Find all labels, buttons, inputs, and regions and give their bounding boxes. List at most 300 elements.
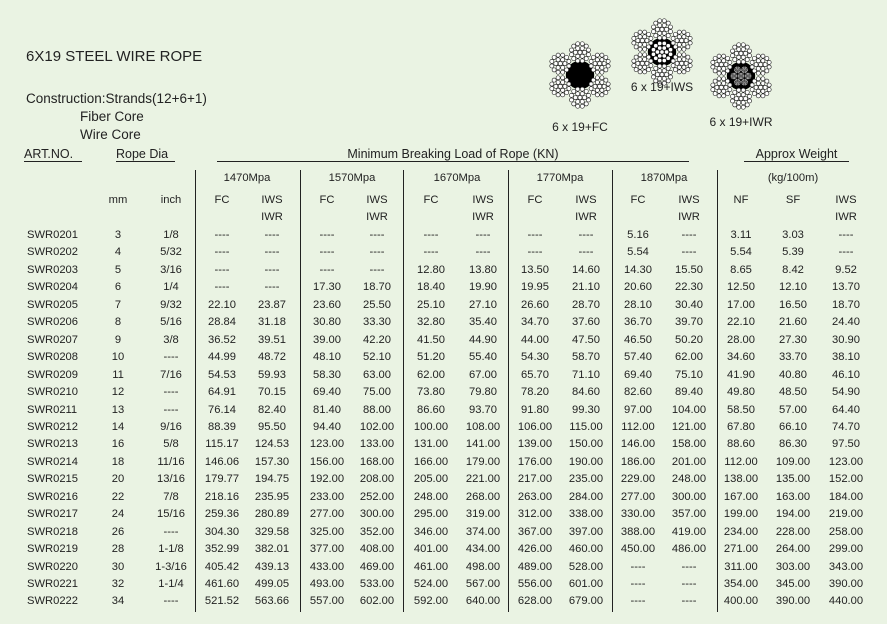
table-cell: 190.00 (568, 455, 604, 468)
table-cell: 179.00 (465, 455, 501, 468)
table-cell: 36.70 (624, 316, 652, 329)
table-cell: 25.10 (417, 298, 445, 311)
table-cell: 12.80 (417, 263, 445, 276)
rope-figure-caption: 6 x 19+IWS (630, 80, 694, 94)
table-cell: 390.00 (775, 595, 811, 608)
table-cell: 32 (111, 578, 125, 590)
art-no-cell: SWR0214 (27, 455, 78, 468)
table-cell: 325.00 (309, 525, 345, 538)
table-cell: 31.18 (258, 316, 286, 329)
table-cell: 115.17 (205, 438, 239, 451)
table-cell: ---- (630, 595, 646, 608)
table-cell: 5.39 (782, 246, 804, 259)
table-cell: 352.00 (359, 525, 395, 538)
table-cell: 194.00 (775, 508, 811, 521)
table-cell: 26 (111, 525, 125, 538)
table-cell: 146.00 (620, 438, 656, 451)
table-cell: 602.00 (359, 595, 395, 608)
table-cell: 434.00 (465, 543, 501, 556)
table-cell: 628.00 (517, 595, 553, 608)
table-cell: 146.06 (204, 455, 240, 468)
table-cell: ---- (163, 351, 179, 364)
table-cell: 194.75 (254, 473, 290, 486)
table-cell: 30.80 (313, 316, 341, 329)
table-cell: 7/8 (163, 490, 179, 503)
table-cell: ---- (214, 246, 230, 259)
art-no-cell: SWR0215 (27, 473, 78, 486)
table-cell: 5/8 (163, 438, 179, 451)
grade-header: 1570Mpa (328, 172, 376, 184)
sub-column-header: IWS (472, 194, 494, 206)
sub-column-header: FC (214, 194, 230, 206)
table-cell: 17.00 (727, 298, 755, 311)
table-cell: 252.00 (359, 490, 395, 503)
table-cell: 258.00 (828, 525, 864, 538)
table-cell: ---- (681, 560, 697, 573)
table-cell: 67.00 (469, 368, 497, 381)
table-cell: 498.00 (465, 560, 501, 573)
table-cell: 109.00 (775, 455, 811, 468)
table-cell: 1-3/16 (155, 560, 187, 573)
table-cell: 23.60 (313, 298, 341, 311)
table-cell: 23.87 (258, 298, 286, 311)
sub-column-header: FC (527, 194, 543, 206)
table-cell: 58.70 (572, 351, 600, 364)
table-cell: 8.42 (782, 263, 804, 276)
art-no-cell: SWR0213 (27, 438, 78, 451)
table-cell: 4 (114, 246, 122, 259)
table-cell: 5/16 (160, 316, 182, 329)
table-cell: 34 (111, 595, 125, 608)
table-cell: 163.00 (775, 490, 811, 503)
grade-header: 1470Mpa (223, 172, 271, 184)
construction-wire-core: Wire Core (80, 127, 141, 142)
table-cell: 405.42 (204, 560, 240, 573)
table-cell: 300.00 (671, 490, 707, 503)
table-cell: 679.00 (568, 595, 604, 608)
table-cell: 19.95 (521, 281, 549, 294)
table-cell: 48.10 (313, 351, 341, 364)
table-cell: 15/16 (157, 508, 185, 521)
table-cell: 374.00 (465, 525, 501, 538)
art-no-cell: SWR0217 (27, 508, 78, 521)
table-cell: 104.00 (671, 403, 707, 416)
table-cell: 57.40 (624, 351, 652, 364)
table-cell: 19.90 (469, 281, 497, 294)
column-divider (717, 170, 718, 612)
table-cell: 67.80 (727, 420, 755, 433)
table-cell: 15.50 (675, 263, 703, 276)
table-cell: 135.00 (775, 473, 811, 486)
mm-header: mm (108, 194, 128, 206)
art-no-cell: SWR0209 (27, 368, 78, 381)
table-cell: 352.99 (204, 543, 240, 556)
table-cell: 13.70 (832, 281, 860, 294)
table-cell: ---- (264, 246, 280, 259)
table-cell: 131.00 (413, 438, 449, 451)
table-cell: 58.30 (313, 368, 341, 381)
table-cell: 271.00 (723, 543, 759, 556)
table-cell: 186.00 (620, 455, 656, 468)
table-cell: 1/4 (163, 281, 179, 294)
table-cell: 34.70 (521, 316, 549, 329)
table-cell: 46.10 (832, 368, 860, 381)
table-cell: 521.52 (204, 595, 240, 608)
table-cell: ---- (214, 263, 230, 276)
table-cell: ---- (681, 578, 697, 590)
table-cell: ---- (369, 246, 385, 259)
table-cell: 115.00 (569, 420, 603, 433)
table-cell: 76.14 (208, 403, 236, 416)
art-no-cell: SWR0212 (27, 420, 78, 433)
sub-column-header: IWS (835, 194, 857, 206)
table-cell: 69.40 (624, 368, 652, 381)
table-cell: ---- (163, 386, 179, 399)
header-art-no: ART.NO. (24, 147, 82, 162)
table-cell: 55.40 (469, 351, 497, 364)
table-cell: 367.00 (517, 525, 553, 538)
table-cell: 6 (114, 281, 122, 294)
table-cell: ---- (264, 281, 280, 294)
table-cell: 5.16 (627, 229, 649, 241)
table-cell: 93.70 (469, 403, 497, 416)
table-cell: 36.52 (208, 333, 236, 346)
table-cell: 99.30 (572, 403, 600, 416)
table-cell: ---- (475, 246, 491, 259)
table-cell: 66.10 (779, 420, 807, 433)
table-cell: 48.72 (258, 351, 286, 364)
art-no-cell: SWR0221 (27, 578, 78, 590)
header-breaking-load: Minimum Breaking Load of Rope (KN) (217, 147, 689, 162)
table-cell: 304.30 (204, 525, 240, 538)
table-cell: 8.65 (730, 263, 752, 276)
table-cell: ---- (630, 560, 646, 573)
table-cell: 70.15 (258, 386, 286, 399)
table-cell: 13/16 (157, 473, 185, 486)
rope-fiber-core-icon (544, 39, 616, 111)
table-cell: 433.00 (309, 560, 345, 573)
table-cell: 20.60 (624, 281, 652, 294)
table-cell: 30 (111, 560, 125, 573)
table-cell: 259.36 (204, 508, 240, 521)
table-cell: 28 (111, 543, 125, 556)
grade-header: 1770Mpa (536, 172, 584, 184)
table-cell: ---- (163, 595, 179, 608)
table-cell: ---- (214, 281, 230, 294)
rope-figure-caption: 6 x 19+FC (552, 120, 608, 134)
sub-column-header-2: IWR (472, 211, 494, 223)
table-cell: 9/16 (160, 420, 182, 433)
header-approx-weight: Approx Weight (744, 147, 849, 162)
table-cell: 22.30 (675, 281, 703, 294)
table-cell: 9/32 (160, 298, 182, 311)
table-cell: 1/8 (163, 229, 179, 241)
table-cell: 346.00 (413, 525, 449, 538)
table-cell: 382.01 (254, 543, 290, 556)
table-cell: 62.00 (417, 368, 445, 381)
table-cell: 59.93 (258, 368, 286, 381)
table-cell: 78.20 (521, 386, 549, 399)
table-cell: 3/8 (163, 333, 179, 346)
art-no-cell: SWR0220 (27, 560, 78, 573)
table-cell: 248.00 (671, 473, 707, 486)
table-cell: 82.60 (624, 386, 652, 399)
table-cell: 199.00 (723, 508, 759, 521)
table-cell: 100.00 (413, 420, 449, 433)
table-cell: 63.00 (363, 368, 391, 381)
art-no-cell: SWR0210 (27, 386, 78, 399)
art-no-cell: SWR0211 (27, 403, 78, 416)
art-no-cell: SWR0216 (27, 490, 78, 503)
art-no-cell: SWR0203 (27, 263, 78, 276)
table-cell: 400.00 (723, 595, 759, 608)
table-cell: 14 (111, 420, 125, 433)
table-cell: 14.60 (572, 263, 600, 276)
table-cell: ---- (319, 229, 335, 241)
table-cell: 397.00 (568, 525, 604, 538)
table-cell: 62.00 (675, 351, 703, 364)
table-cell: 233.00 (309, 490, 345, 503)
table-cell: ---- (214, 229, 230, 241)
table-cell: 3 (114, 229, 122, 241)
sub-column-header: SF (785, 194, 801, 206)
sub-column-header-2: IWR (835, 211, 857, 223)
table-cell: 141.00 (465, 438, 501, 451)
table-cell: 319.00 (465, 508, 501, 521)
table-cell: ---- (681, 229, 697, 241)
table-cell: 5 (114, 263, 122, 276)
table-cell: 18.70 (363, 281, 391, 294)
table-cell: 12.10 (779, 281, 807, 294)
table-cell: 42.20 (363, 333, 391, 346)
table-cell: 82.40 (258, 403, 286, 416)
table-cell: 54.30 (521, 351, 549, 364)
art-no-cell: SWR0222 (27, 595, 78, 608)
table-cell: 57.00 (779, 403, 807, 416)
table-cell: 167.00 (723, 490, 759, 503)
table-cell: 51.20 (417, 351, 445, 364)
table-cell: 312.00 (517, 508, 553, 521)
art-no-cell: SWR0208 (27, 351, 78, 364)
table-cell: 1-1/4 (158, 578, 184, 590)
table-cell: 75.10 (675, 368, 703, 381)
sub-column-header: IWS (678, 194, 700, 206)
table-cell: 426.00 (517, 543, 553, 556)
table-cell: ---- (838, 246, 854, 259)
table-cell: 10 (111, 351, 125, 364)
table-cell: 3.11 (730, 229, 752, 241)
table-cell: 388.00 (620, 525, 656, 538)
table-cell: 460.00 (568, 543, 604, 556)
table-cell: 13.50 (521, 263, 549, 276)
rope-strand-core-icon (626, 16, 698, 88)
art-no-cell: SWR0205 (27, 298, 78, 311)
table-cell: 54.53 (208, 368, 236, 381)
construction-fiber-core: Fiber Core (80, 109, 144, 124)
table-cell: 44.90 (469, 333, 497, 346)
table-cell: 357.00 (671, 508, 707, 521)
art-no-cell: SWR0201 (27, 229, 78, 241)
table-cell: 295.00 (413, 508, 449, 521)
sub-column-header-2: IWR (575, 211, 597, 223)
table-cell: 9 (114, 333, 122, 346)
table-cell: 493.00 (309, 578, 345, 590)
sub-column-header: FC (319, 194, 335, 206)
table-cell: 102.00 (359, 420, 395, 433)
table-cell: 28.10 (624, 298, 652, 311)
table-cell: 176.00 (517, 455, 553, 468)
table-cell: 124.53 (254, 438, 290, 451)
table-cell: 8 (114, 316, 122, 329)
table-cell: 41.50 (417, 333, 445, 346)
table-cell: 48.50 (779, 386, 807, 399)
table-cell: 461.60 (204, 578, 240, 590)
table-cell: 41.90 (727, 368, 755, 381)
sub-column-header: NF (733, 194, 749, 206)
table-cell: ---- (163, 403, 179, 416)
table-cell: 3.03 (782, 229, 804, 241)
art-no-cell: SWR0206 (27, 316, 78, 329)
table-cell: ---- (264, 263, 280, 276)
table-cell: 208.00 (359, 473, 395, 486)
table-cell: 12 (111, 386, 125, 399)
table-cell: 1-1/8 (158, 543, 184, 556)
table-cell: 166.00 (413, 455, 449, 468)
table-cell: 7 (114, 298, 122, 311)
table-cell: 303.00 (775, 560, 811, 573)
table-cell: 112.00 (724, 455, 758, 468)
table-cell: 79.80 (469, 386, 497, 399)
table-cell: 16.50 (779, 298, 807, 311)
table-cell: 33.30 (363, 316, 391, 329)
table-cell: ---- (423, 246, 439, 259)
table-cell: 25.50 (363, 298, 391, 311)
sub-column-header: FC (630, 194, 646, 206)
table-cell: 138.00 (723, 473, 759, 486)
table-cell: 345.00 (775, 578, 811, 590)
art-no-cell: SWR0219 (27, 543, 78, 556)
table-cell: 44.99 (208, 351, 236, 364)
table-cell: ---- (630, 578, 646, 590)
table-cell: 21.60 (779, 316, 807, 329)
table-cell: 284.00 (568, 490, 604, 503)
table-cell: 12.50 (727, 281, 755, 294)
table-cell: 123.00 (309, 438, 345, 451)
table-cell: 408.00 (359, 543, 395, 556)
table-cell: 229.00 (620, 473, 656, 486)
table-cell: 33.70 (779, 351, 807, 364)
table-cell: ---- (369, 263, 385, 276)
inch-header: inch (160, 194, 182, 206)
table-cell: 299.00 (828, 543, 864, 556)
table-cell: 390.00 (828, 578, 864, 590)
table-cell: 486.00 (671, 543, 707, 556)
table-cell: 18 (111, 455, 125, 468)
table-cell: 201.00 (671, 455, 707, 468)
table-cell: ---- (319, 246, 335, 259)
table-cell: 32.80 (417, 316, 445, 329)
table-cell: ---- (475, 229, 491, 241)
table-cell: 133.00 (359, 438, 395, 451)
table-cell: 84.60 (572, 386, 600, 399)
table-cell: 35.40 (469, 316, 497, 329)
table-cell: ---- (527, 229, 543, 241)
table-cell: 179.77 (204, 473, 240, 486)
table-cell: 268.00 (465, 490, 501, 503)
table-cell: 39.70 (675, 316, 703, 329)
column-divider (403, 170, 404, 612)
table-cell: 150.00 (568, 438, 604, 451)
table-cell: 533.00 (359, 578, 395, 590)
table-cell: 218.16 (204, 490, 240, 503)
table-cell: 219.00 (828, 508, 864, 521)
table-cell: 567.00 (465, 578, 501, 590)
table-cell: ---- (369, 229, 385, 241)
table-cell: 21.10 (572, 281, 600, 294)
table-cell: 26.60 (521, 298, 549, 311)
table-cell: 235.00 (568, 473, 604, 486)
table-cell: 156.00 (309, 455, 345, 468)
table-cell: ---- (681, 595, 697, 608)
table-cell: 91.80 (521, 403, 549, 416)
art-no-cell: SWR0202 (27, 246, 78, 259)
table-cell: 13 (111, 403, 125, 416)
page-title: 6X19 STEEL WIRE ROPE (26, 48, 203, 65)
table-cell: 75.00 (363, 386, 391, 399)
table-cell: 234.00 (723, 525, 759, 538)
sub-column-header: IWS (261, 194, 283, 206)
table-cell: 30.90 (832, 333, 860, 346)
table-cell: 40.80 (779, 368, 807, 381)
table-cell: 277.00 (620, 490, 656, 503)
art-no-cell: SWR0204 (27, 281, 78, 294)
art-no-cell: SWR0207 (27, 333, 78, 346)
table-cell: 22 (111, 490, 125, 503)
table-cell: 14.30 (624, 263, 652, 276)
column-divider (195, 170, 196, 612)
table-cell: 11 (112, 368, 124, 381)
table-cell: 27.10 (469, 298, 497, 311)
table-cell: 28.00 (727, 333, 755, 346)
table-cell: 439.13 (254, 560, 290, 573)
rope-rope-core-icon (705, 40, 777, 112)
table-cell: 556.00 (517, 578, 553, 590)
table-cell: ---- (163, 525, 179, 538)
table-cell: 95.50 (258, 420, 286, 433)
table-cell: 17.30 (313, 281, 341, 294)
table-cell: 58.50 (727, 403, 755, 416)
table-cell: 52.10 (363, 351, 391, 364)
table-cell: 184.00 (828, 490, 864, 503)
table-cell: 11/16 (157, 455, 185, 468)
table-cell: 469.00 (359, 560, 395, 573)
table-cell: 640.00 (465, 595, 501, 608)
table-cell: 3/16 (160, 263, 182, 276)
table-cell: 71.10 (572, 368, 600, 381)
column-divider (300, 170, 301, 612)
table-cell: 343.00 (828, 560, 864, 573)
table-cell: 22.10 (208, 298, 236, 311)
table-cell: 450.00 (620, 543, 656, 556)
table-cell: 158.00 (671, 438, 707, 451)
table-cell: 49.80 (727, 386, 755, 399)
weight-unit-header: (kg/100m) (767, 172, 819, 184)
grade-header: 1670Mpa (433, 172, 481, 184)
table-cell: 24.40 (832, 316, 860, 329)
table-cell: 121.00 (671, 420, 707, 433)
table-cell: 97.00 (624, 403, 652, 416)
table-cell: 89.40 (675, 386, 703, 399)
